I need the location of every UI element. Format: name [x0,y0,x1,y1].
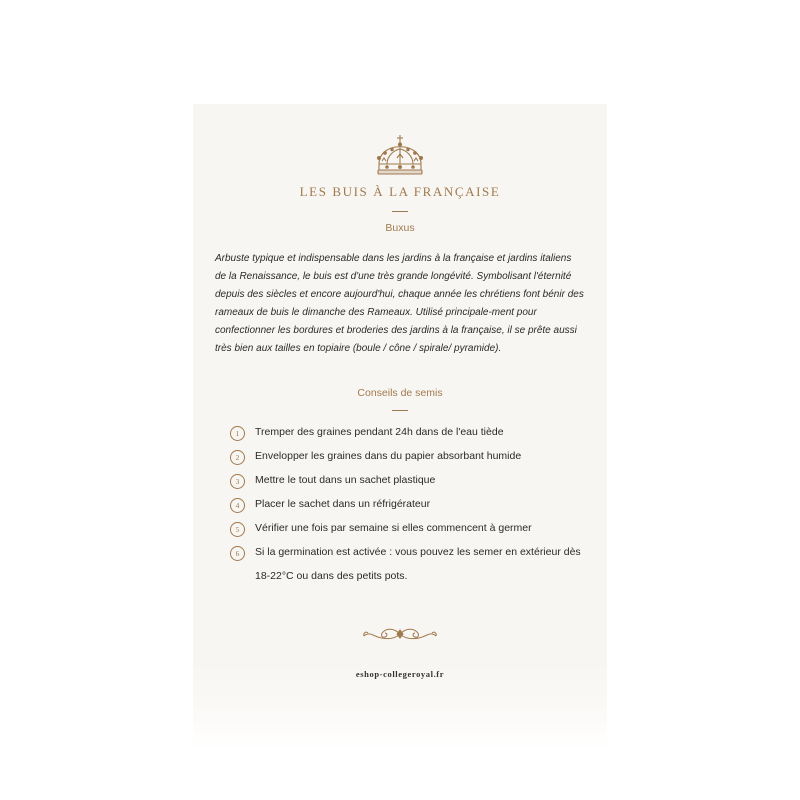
card-subtitle: Buxus [385,222,415,234]
card-title: LES BUIS À LA FRANÇAISE [299,184,501,199]
section-title: Conseils de semis [357,387,443,399]
step-text: Tremper des graines pendant 24h dans de l'eau tiède [255,426,504,438]
intro-paragraph: Arbuste typique et indispensable dans les jardins à la française et jardins italiens de la Renaissance, le buis est d'une très grande longévité. Symbolisant l'éternité depuis des siècles et encore aujourd'hui, chaque année les chrétiens font bénir des rameaux de buis le dimanche des Rameaux. Utilisé principale-ment pour confectionner les bordures et broderies des jardins à la française, il se prête aussi très bien aux tailles en topiaire (boule / cône / spirale/ pyramide). [215,253,584,354]
step-text: Vérifier une fois par semaine si elles commencent à germer [255,522,532,534]
title-divider [392,211,408,212]
step-number-badge: 6 [230,546,245,561]
step-number-badge: 2 [230,450,245,465]
step-text: Placer le sachet dans un réfrigérateur [255,498,431,510]
step-number-badge: 1 [230,426,245,441]
step-item [230,544,600,588]
step-text: Envelopper les graines dans du papier absorbant humide [255,450,522,462]
steps-list [230,424,600,588]
step-number-badge: 3 [230,474,245,489]
crown-icon [373,134,427,178]
section-divider [392,410,408,411]
step-text: Mettre le tout dans un sachet plastique [255,474,436,486]
flourish-ornament-icon [361,626,439,642]
step-number-badge: 4 [230,498,245,513]
info-card [193,104,607,750]
step-number-badge: 5 [230,522,245,537]
step-text: Si la germination est activée : vous pouvez les semer en extérieur dès 18-22°C ou dans des petits pots. [255,546,581,582]
website-url: eshop-collegeroyal.fr [355,669,445,679]
